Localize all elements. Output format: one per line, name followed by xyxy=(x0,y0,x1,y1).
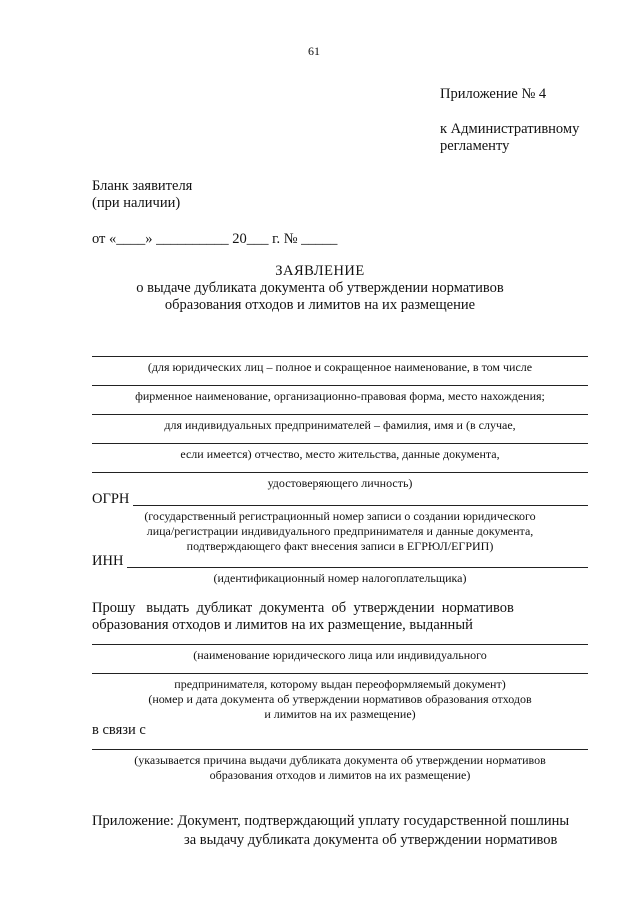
ogrn-field-line[interactable] xyxy=(133,505,588,506)
issued-to-entrepreneur-line[interactable] xyxy=(92,673,588,674)
reason-field-line[interactable] xyxy=(92,749,588,750)
ogrn-hint-3: подтверждающего факт внесения записи в ЕГРЮЛ/ЕГРИП) xyxy=(186,539,494,553)
applicant-hint-1: (для юридических лиц – полное и сокращенное наименование, в том числе xyxy=(147,360,533,374)
applicant-hint-2: фирменное наименование, организационно-правовая форма, место нахождения; xyxy=(135,389,545,403)
applicant-blank-label: Бланк заявителя xyxy=(92,178,193,194)
request-line-1: Прошу выдать дубликат документа об утверждении нормативов xyxy=(92,600,514,616)
document-subtitle-1: о выдаче дубликата документа об утверждении нормативов xyxy=(136,280,504,296)
document-subtitle-2: образования отходов и лимитов на их размещение xyxy=(164,297,476,313)
inn-label: ИНН xyxy=(92,553,124,569)
issued-to-name-line[interactable] xyxy=(92,644,588,645)
issued-hint-4: и лимитов на их размещение) xyxy=(264,707,416,721)
date-number-line: от «____» __________ 20___ г. № _____ xyxy=(92,231,338,247)
reason-hint-1: (указывается причина выдачи дубликата документа об утверждении нормативов xyxy=(134,753,546,767)
reason-label: в связи с xyxy=(92,722,146,738)
page-number: 61 xyxy=(308,44,320,58)
reason-hint-2: образования отходов и лимитов на их размещение) xyxy=(209,768,471,782)
inn-field-line[interactable] xyxy=(127,567,588,568)
identity-document-line[interactable] xyxy=(92,472,588,473)
inn-hint: (идентификационный номер налогоплательщика) xyxy=(213,571,467,585)
request-line-2: образования отходов и лимитов на их размещение, выданный xyxy=(92,617,473,633)
appendix-line-1: к Административному xyxy=(440,121,580,137)
issued-hint-1: (наименование юридического лица или индивидуального xyxy=(193,648,487,662)
appendix-line-2: регламенту xyxy=(440,138,510,154)
issued-hint-2: предпринимателя, которому выдан переоформляемый документ) xyxy=(174,677,506,691)
ogrn-label: ОГРН xyxy=(92,491,130,507)
attachment-line-1: Приложение: Документ, подтверждающий уплату государственной пошлины xyxy=(92,813,570,829)
ogrn-hint-1: (государственный регистрационный номер записи о создании юридического xyxy=(144,509,536,523)
entrepreneur-details-line[interactable] xyxy=(92,443,588,444)
appendix-title: Приложение № 4 xyxy=(440,86,547,102)
applicant-hint-3: для индивидуальных предпринимателей – фамилия, имя и (в случае, xyxy=(164,418,516,432)
applicant-hint-5: удостоверяющего личность) xyxy=(267,476,413,490)
issued-hint-3: (номер и дата документа об утверждении нормативов образования отходов xyxy=(148,692,532,706)
applicant-form-line[interactable] xyxy=(92,385,588,386)
applicant-hint-4: если имеется) отчество, место жительства, данные документа, xyxy=(180,447,500,461)
applicant-name-line[interactable] xyxy=(92,356,588,357)
entrepreneur-name-line[interactable] xyxy=(92,414,588,415)
attachment-line-2: за выдачу дубликата документа об утверждении нормативов xyxy=(184,832,558,848)
applicant-blank-note: (при наличии) xyxy=(92,195,181,211)
ogrn-hint-2: лица/регистрации индивидуального предпринимателя и данные документа, xyxy=(146,524,534,538)
document-title: ЗАЯВЛЕНИЕ xyxy=(275,263,365,279)
